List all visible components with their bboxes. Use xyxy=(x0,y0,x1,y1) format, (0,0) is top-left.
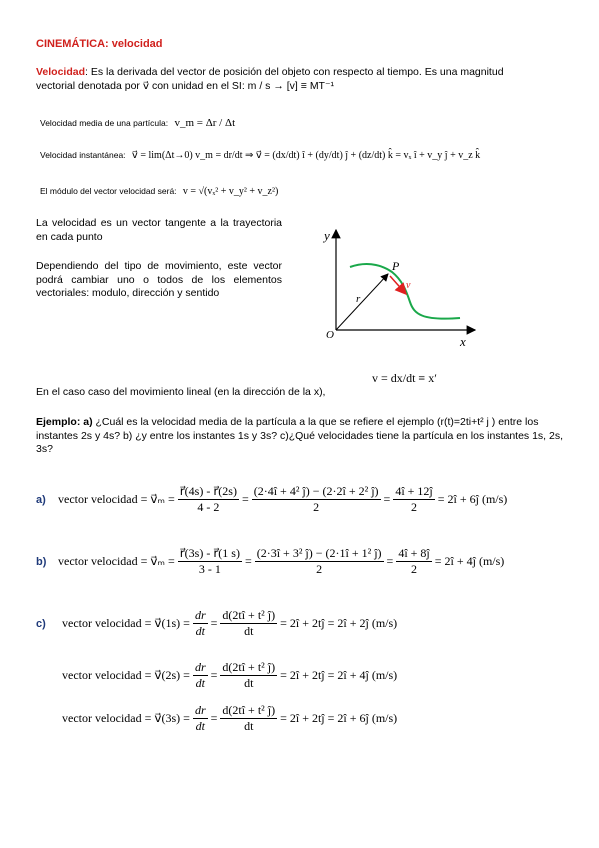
formula-velocidad-instantanea xyxy=(40,150,480,161)
solution-c2: vector velocidad = v⃗(2s) = $\frac{dr}{dt}$ = $\frac{\text{d(2tî + t² ĵ)}}{dt}$ = 2î + 2tĵ = 2î + 4ĵ (m/s) xyxy=(62,660,398,690)
solution-b-frac3: $\frac{4î + 8ĵ}{2}$ xyxy=(398,546,430,576)
media-label: Velocidad media de una partícula: xyxy=(40,118,169,128)
v-label: v⃗ xyxy=(406,280,419,291)
example-label: Ejemplo: a) xyxy=(36,416,93,428)
trajectory-diagram xyxy=(310,222,490,352)
r-label: r⃗ xyxy=(356,293,369,305)
solution-b-frac2: $\frac{\text{(2·3î + 3² ĵ) − (2·1î + 1² ĵ)}}{2}$ xyxy=(256,546,382,576)
solution-c3-result: = 2î + 2tĵ = 2î + 6ĵ (m/s) xyxy=(280,711,398,725)
solution-c1-frac1: $\frac{dr}{dt}$ xyxy=(194,608,206,638)
solution-c2-result: = 2î + 2tĵ = 2î + 4ĵ (m/s) xyxy=(280,668,398,682)
solution-c2-frac1: $\frac{dr}{dt}$ xyxy=(194,660,206,690)
solution-c3: vector velocidad = v⃗(3s) = $\frac{dr}{dt}$ = $\frac{\text{d(2tî + t² ĵ)}}{dt}$ = 2î + 2tĵ = 2î + 6ĵ (m/s) xyxy=(62,703,398,733)
solution-b-label: b) xyxy=(36,555,47,568)
linear-equation: v = dx/dt ≡ x′ xyxy=(372,371,437,385)
solution-c1: c) vector velocidad = v⃗(1s) = $\frac{dr}{dt}$ = $\frac{\text{d(2tî + t² ĵ)}}{dt}$ = 2î + 2tĵ = 2î + 2ĵ (m/s) xyxy=(36,608,398,638)
example-text: ¿Cuál es la velocidad media de la partícula a la que se refiere el ejemplo (r(t)=2ti+t² j ) entre los instantes 2s y 4s? b) ¿y entre los instantes 1s y 3s? c)¿Qué velocidades tiene la partícula en los instantes 1s, 2s, 3s? xyxy=(36,416,564,455)
solution-a-frac2: $\frac{\text{(2·4î + 4² ĵ) − (2·2î + 2² ĵ)}}{2}$ xyxy=(253,484,379,514)
inst-expr: v⃗ = lim(Δt→0) v_m = dr/dt ⇒ v⃗ = (dx/dt) î + (dy/dt) ĵ + (dz/dt) k̂ = vₓ î + v_y ĵ + v_z k̂ xyxy=(131,150,481,161)
formula-modulo xyxy=(40,186,278,197)
linear-text: En el caso caso del movimiento lineal (en la dirección de la x), xyxy=(36,386,326,398)
solution-c1-frac2: $\frac{\text{d(2tî + t² ĵ)}}{dt}$ xyxy=(222,608,276,638)
inst-label: Velocidad instantánea: xyxy=(40,150,126,160)
modulo-expr: v = √(vₓ² + v_y² + v_z²) xyxy=(182,186,279,197)
solution-c1-lhs: vector velocidad = v⃗(1s) = xyxy=(62,616,190,630)
solution-b: b) vector velocidad = v⃗ₘ = $\frac{r⃗(3s) - r⃗(1 s)}{3 - 1}$ = $\frac{\text{(2·3î + 3² ĵ) − (2·1î + 1² ĵ)}}{2}$ = $\frac{4î + 8ĵ}{2}$ = 2î + 4ĵ (m/s) xyxy=(36,546,505,576)
trajectory-curve xyxy=(350,264,460,319)
solution-c3-frac1: $\frac{dr}{dt}$ xyxy=(194,703,206,733)
solution-c-label: c) xyxy=(36,617,46,630)
solution-a-result: = 2î + 6ĵ (m/s) xyxy=(437,492,508,506)
solution-a-lhs: vector velocidad = v⃗ₘ = xyxy=(58,492,175,506)
solution-c2-frac2: $\frac{\text{d(2tî + t² ĵ)}}{dt}$ xyxy=(222,660,276,690)
page-title: CINEMÁTICA: velocidad xyxy=(36,38,163,50)
solution-a-frac1: $\frac{r⃗(4s) - r⃗(2s)}{4 - 2}$ xyxy=(179,484,237,514)
point-label: P xyxy=(392,259,400,273)
formula-velocidad-media xyxy=(40,117,235,129)
media-expr: v_m = Δr / Δt xyxy=(174,117,236,129)
solution-b-result: = 2î + 4ĵ (m/s) xyxy=(434,554,505,568)
text-depend: Dependiendo del tipo de movimiento, este vector podrá cambiar uno o todos de los elementos vectoriales: modulo, dirección y sentido xyxy=(36,260,282,299)
text-tangent: La velocidad es un vector tangente a la trayectoria en cada punto xyxy=(36,217,282,243)
definition-block xyxy=(36,66,566,93)
definition-line2: vectorial denotada por v⃗ con unidad en el SI: m / s → [v] ≡ MT⁻¹ xyxy=(36,79,335,92)
solution-c1-result: = 2î + 2tĵ = 2î + 2ĵ (m/s) xyxy=(280,616,398,630)
definition-term: Velocidad xyxy=(36,66,86,78)
solution-a-label: a) xyxy=(36,493,46,506)
solution-a: a) vector velocidad = v⃗ₘ = $\frac{r⃗(4s) - r⃗(2s)}{4 - 2}$ = $\frac{\text{(2·4î + 4² ĵ) − (2·2î + 2² ĵ)}}{2}$ = $\frac{4î + 12ĵ}{2}$ = 2î + 6ĵ (m/s) xyxy=(36,484,508,514)
solution-b-lhs: vector velocidad = v⃗ₘ = xyxy=(58,554,175,568)
modulo-label: El módulo del vector velocidad será: xyxy=(40,186,177,196)
x-label: x xyxy=(460,334,466,349)
definition-line1: : Es la derivada del vector de posición del objeto con respecto al tiempo. Es una magnitud xyxy=(85,66,504,78)
solution-c2-lhs: vector velocidad = v⃗(2s) = xyxy=(62,668,190,682)
solution-c3-lhs: vector velocidad = v⃗(3s) = xyxy=(62,711,190,725)
solution-a-frac3: $\frac{4î + 12ĵ}{2}$ xyxy=(395,484,433,514)
origin-label: O xyxy=(326,329,334,341)
y-label: y xyxy=(324,228,330,243)
solution-b-frac1: $\frac{r⃗(3s) - r⃗(1 s)}{3 - 1}$ xyxy=(179,546,240,576)
example-block xyxy=(36,416,576,457)
solution-c3-frac2: $\frac{\text{d(2tî + t² ĵ)}}{dt}$ xyxy=(222,703,276,733)
